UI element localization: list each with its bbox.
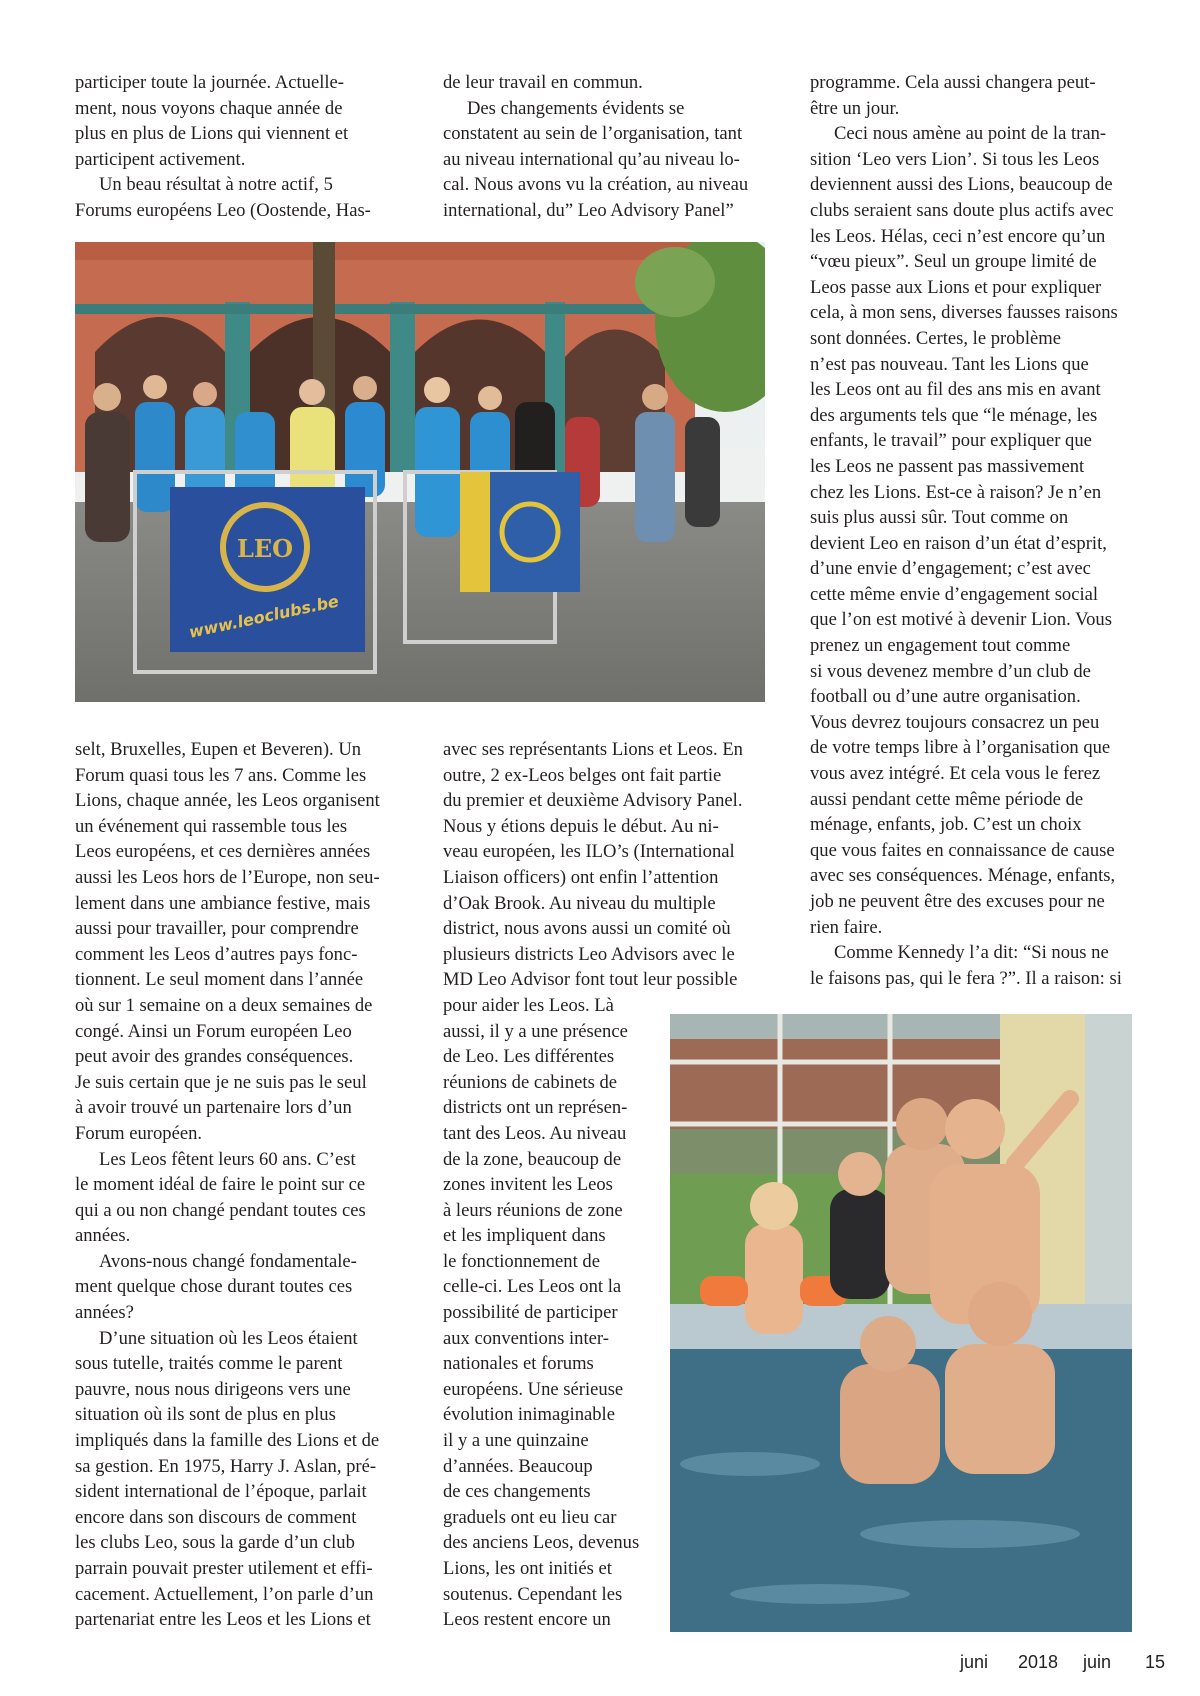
text-line: qui a ou non changé pendant toutes ces (75, 1199, 366, 1221)
text-line: Je suis certain que je ne suis pas le seul (75, 1071, 367, 1093)
text-line: job ne peuvent être des excuses pour ne (810, 891, 1105, 912)
banner-letters: LEO (236, 534, 294, 563)
text-line: “vœu pieux”. Seul un groupe limité de (810, 251, 1097, 273)
text-line: impliqués dans la famille des Lions et de (75, 1430, 380, 1452)
text-line: Ceci nous amène au point de la tran- (834, 123, 1107, 145)
text-line: cal. Nous avons vu la création, au niveau (443, 174, 749, 196)
text-line: ment quelque chose durant toutes ces (75, 1276, 353, 1298)
text-line: Leos passe aux Lions et pour expliquer (810, 276, 1102, 298)
text-line: partenariat entre les Leos et les Lions et (75, 1609, 371, 1631)
text-line: constatent au sein de l’organisation, tant (443, 123, 743, 145)
text-line: peut avoir des grandes conséquences. (75, 1046, 354, 1068)
column-1-top (75, 70, 405, 224)
text-line: plusieurs districts Leo Advisors avec le (443, 943, 735, 965)
swimming-pool-photo (670, 1014, 1132, 1632)
text-line: Forum européen. (75, 1122, 203, 1144)
text-line: tionnent. Le seul moment dans l’année (75, 969, 364, 991)
text-line: pour aider les Leos. Là (443, 994, 614, 1016)
text-line: au niveau international qu’au niveau lo- (443, 148, 740, 170)
text-line: sa gestion. En 1975, Harry J. Aslan, pré- (75, 1455, 377, 1477)
text-line: zones invitent les Leos (443, 1174, 613, 1196)
text-line: veau européen, les ILO’s (International (443, 841, 735, 863)
text-line: d’Oak Brook. Au niveau du multiple (443, 892, 716, 914)
text-line: Vous devrez toujours consacrez un peu (810, 711, 1100, 733)
text-line: ménage, enfants, job. C’est un choix (810, 814, 1082, 836)
text-line: comment les Leos d’autres pays fonc- (75, 943, 358, 965)
text-line: le fonctionnement de (443, 1250, 600, 1272)
text-line: être un jour. (810, 97, 900, 119)
text-line: aussi pour travailler, pour comprendre (75, 918, 359, 940)
footer-year: 2018 (1018, 1652, 1059, 1672)
text-line: de ces changements (443, 1481, 591, 1503)
text-line: parrain pouvait prester utilement et effi- (75, 1558, 373, 1579)
column-2-top (443, 70, 773, 224)
text-line: le moment idéal de faire le point sur ce (75, 1174, 366, 1196)
column-1-bottom (75, 737, 405, 1633)
text-line: Lions, les ont initiés et (443, 1558, 612, 1579)
text-line: encore dans son discours de comment (75, 1506, 357, 1528)
text-line: outre, 2 ex-Leos belges ont fait partie (443, 764, 722, 786)
text-line: du premier et deuxième Advisory Panel. (443, 790, 743, 812)
text-line: où sur 1 semaine on a deux semaines de (75, 994, 373, 1016)
text-line: district, nous avons aussi un comité où (443, 918, 731, 940)
text-line: D’une situation où les Leos étaient (99, 1327, 358, 1349)
text-line: de Leo. Les différentes (443, 1046, 615, 1068)
text-line: européens. Une sérieuse (443, 1378, 624, 1400)
footer-month-nl: juni (960, 1652, 989, 1672)
text-line: Forum quasi tous les 7 ans. Comme les (75, 764, 367, 786)
column-3 (810, 70, 1140, 991)
text-line: possibilité de participer (443, 1302, 618, 1324)
footer-month-fr: juin (1083, 1652, 1112, 1672)
text-line: et les impliquent dans (443, 1225, 606, 1247)
text-line: suis plus aussi sûr. Tout comme on (810, 507, 1069, 529)
text-line: soutenus. Cependant les (443, 1583, 623, 1605)
text-line: deviennent aussi des Lions, beaucoup de (810, 174, 1113, 196)
text-line: clubs seraient sans doute plus actifs avec (810, 199, 1114, 221)
text-line: les Leos ne passent pas massivement (810, 455, 1085, 477)
text-line: graduels ont eu lieu car (443, 1506, 617, 1528)
text-line: il y a une quinzaine (443, 1430, 589, 1452)
text-line: Comme Kennedy l’a dit: “Si nous ne (834, 942, 1109, 964)
text-line: un événement qui rassemble tous les (75, 815, 348, 837)
text-line: devient Leo en raison d’un état d’esprit, (810, 532, 1107, 554)
text-line: que vous faites en connaissance de cause (810, 839, 1115, 861)
leo-forum-photo (75, 242, 765, 702)
text-line: si vous devenez membre d’un club de (810, 660, 1091, 682)
text-line: Liaison officers) ont enfin l’attention (443, 866, 719, 888)
text-line: situation où ils sont de plus en plus (75, 1404, 336, 1426)
text-line: cela, à mon sens, diverses fausses raisons (810, 302, 1118, 324)
text-line: prenez un engagement tout comme (810, 635, 1071, 657)
text-line: tant des Leos. Au niveau (443, 1122, 627, 1144)
text-line: évolution inimaginable (443, 1404, 615, 1426)
text-line: plus en plus de Lions qui viennent et (75, 123, 349, 145)
text-line: celle-ci. Les Leos ont la (443, 1276, 622, 1298)
text-line: aussi les Leos hors de l’Europe, non seu- (75, 866, 380, 888)
text-line: les Leos ont au fil des ans mis en avant (810, 379, 1101, 401)
text-line: Leos européens, et ces dernières années (75, 841, 371, 863)
text-line: enfants, le travail” pour expliquer que (810, 430, 1092, 452)
text-line: international, du” Leo Advisory Panel” (443, 199, 734, 221)
text-line: Leos restent encore un (443, 1609, 611, 1631)
text-line: cacement. Actuellement, l’on parle d’un (75, 1583, 374, 1605)
text-line: sident international de l’époque, parlait (75, 1481, 367, 1503)
text-line: n’est pas nouveau. Tant les Lions que (810, 353, 1089, 375)
text-line: participer toute la journée. Actuelle- (75, 72, 344, 93)
text-line: le faisons pas, qui le fera ?”. Il a raison: si (810, 967, 1122, 989)
text-line: programme. Cela aussi changera peut- (810, 72, 1096, 93)
text-line: des arguments tels que “le ménage, les (810, 404, 1098, 426)
text-line: sont données. Certes, le problème (810, 327, 1061, 349)
text-line: les Leos. Hélas, ceci n’est encore qu’un (810, 225, 1106, 247)
text-line: chez les Lions. Est-ce à raison? Je n’en (810, 481, 1102, 503)
text-line: districts ont un représen- (443, 1097, 628, 1119)
text-line: à leurs réunions de zone (443, 1199, 623, 1221)
text-line: congé. Ainsi un Forum européen Leo (75, 1020, 352, 1042)
text-line: que l’on est motivé à devenir Lion. Vous (810, 609, 1112, 631)
text-line: pauvre, nous nous dirigeons vers une (75, 1378, 351, 1400)
text-line: selt, Bruxelles, Eupen et Beveren). Un (75, 739, 362, 760)
text-line: d’une envie d’engagement; c’est avec (810, 558, 1091, 580)
text-line: participent activement. (75, 148, 246, 170)
text-line: années? (75, 1302, 134, 1324)
text-line: lement dans une ambiance festive, mais (75, 892, 371, 914)
page-number: 15 (1145, 1652, 1166, 1672)
text-line: sous tutelle, traités comme le parent (75, 1353, 343, 1375)
text-line: d’années. Beaucoup (443, 1455, 593, 1477)
text-line: des anciens Leos, devenus (443, 1532, 640, 1554)
text-line: Un beau résultat à notre actif, 5 (99, 174, 333, 196)
text-line: réunions de cabinets de (443, 1071, 617, 1093)
text-line: aux conventions inter- (443, 1327, 609, 1349)
text-line: nationales et forums (443, 1353, 594, 1375)
text-line: de la zone, beaucoup de (443, 1148, 622, 1170)
banner-url: www.leoclubs.be (187, 591, 341, 642)
text-line: avec ses conséquences. Ménage, enfants, (810, 865, 1116, 887)
text-line: Des changements évidents se (467, 97, 685, 119)
text-line: cette même envie d’engagement social (810, 583, 1099, 605)
text-line: Lions, chaque année, les Leos organisent (75, 790, 380, 812)
text-line: aussi pendant cette même période de (810, 788, 1084, 810)
text-line: Avons-nous changé fondamentale- (99, 1250, 357, 1272)
text-line: de leur travail en commun. (443, 72, 643, 93)
text-line: football ou d’une autre organisation. (810, 686, 1081, 708)
text-line: aussi, il y a une présence (443, 1020, 628, 1042)
text-line: MD Leo Advisor font tout leur possible (443, 969, 738, 991)
text-line: vous avez intégré. Et cela vous le ferez (810, 763, 1101, 785)
text-line: avec ses représentants Lions et Leos. En (443, 739, 743, 760)
text-line: Les Leos fêtent leurs 60 ans. C’est (99, 1148, 356, 1170)
text-line: les clubs Leo, sous la garde d’un club (75, 1532, 355, 1554)
text-line: Nous y étions depuis le début. Au ni- (443, 815, 719, 837)
text-line: ment, nous voyons chaque année de (75, 97, 343, 119)
text-line: de votre temps libre à l’organisation que (810, 737, 1111, 759)
text-line: à avoir trouvé un partenaire lors d’un (75, 1097, 352, 1119)
text-line: sition ‘Leo vers Lion’. Si tous les Leos (810, 148, 1100, 170)
text-line: rien faire. (810, 916, 883, 938)
text-line: Forums européens Leo (Oostende, Has- (75, 199, 371, 221)
text-line: années. (75, 1225, 131, 1247)
